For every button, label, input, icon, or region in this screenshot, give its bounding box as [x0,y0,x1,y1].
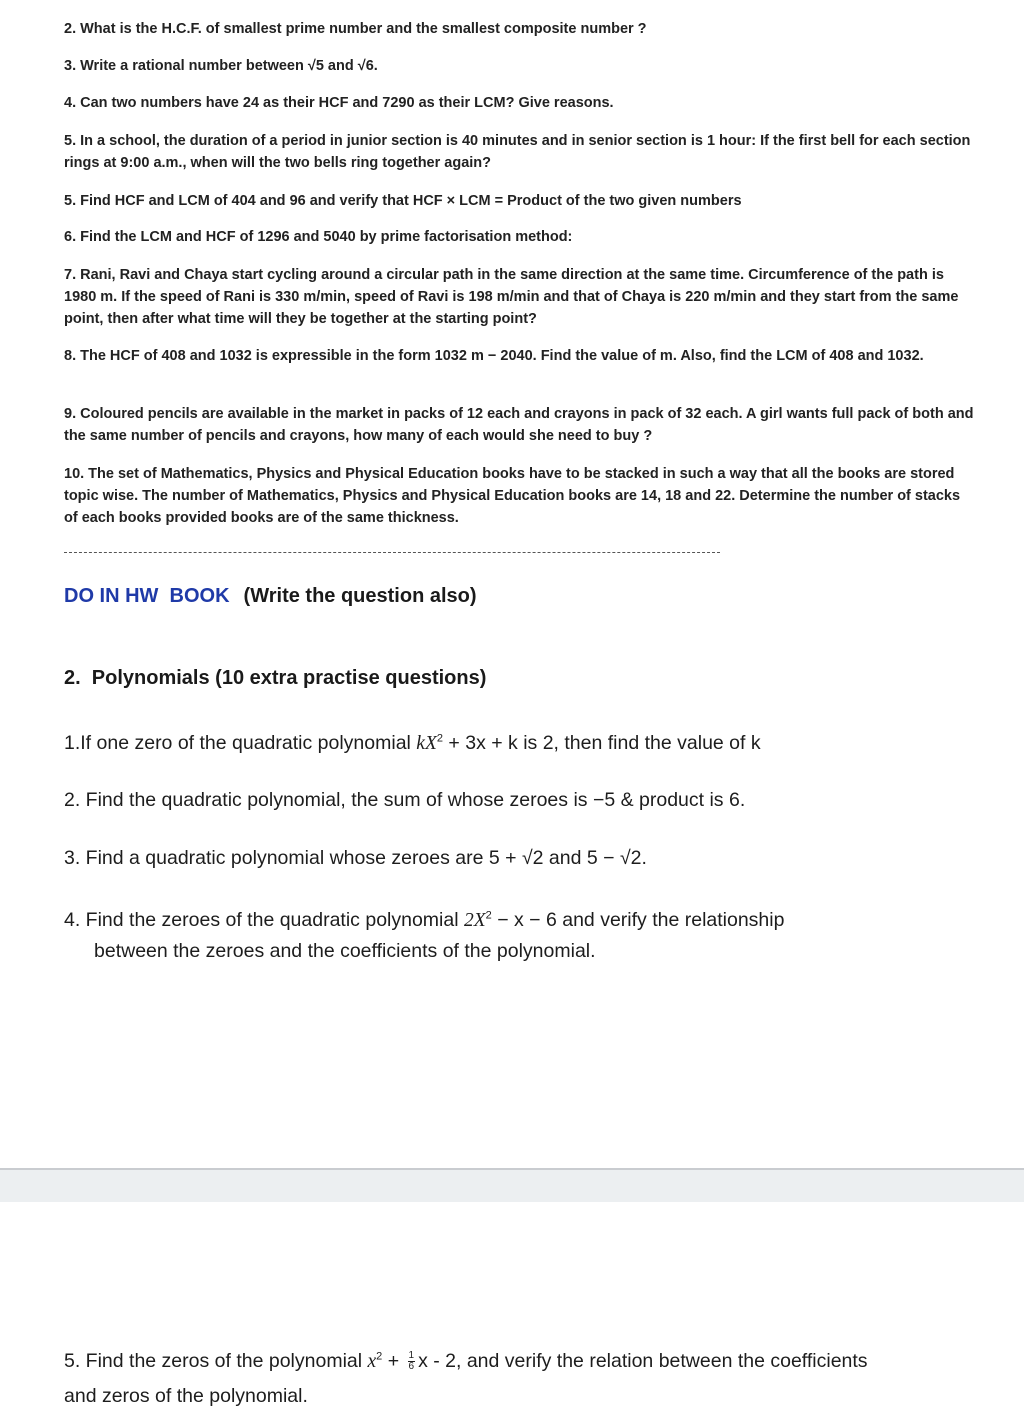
question-5-school-bells: 5. In a school, the duration of a period in junior section is 40 minutes and in senior section is 1 hour: If the first bell for each section rings at 9:00 a.m., when will the two bells ring together again? [64,133,971,171]
fraction-one-sixth: $\frac{1}{6}$ [408,1350,415,1373]
question-4-hcf-lcm: 4. Can two numbers have 24 as their HCF and 7290 as their LCM? Give reasons. [64,95,614,111]
section-divider [64,552,720,553]
question-9-pencils-crayons: 9. Coloured pencils are available in the market in packs of 12 each and crayons in pack of 32 each. A girl wants full pack of both and the same number of pencils and crayons, how many of each would she need to buy ? [64,406,974,444]
question-2-hcf: 2. What is the H.C.F. of smallest prime number and the smallest composite number ? [64,21,647,37]
question-10-book-stacks: 10. The set of Mathematics, Physics and Physical Education books have to be stacked in such a way that all the books are stored topic wise. The number of Mathematics, Physics and Physical Education books are 14, 18 and 22. Determine the number of stacks of each books provided books are of the same thickness. [64,466,961,526]
poly-question-5: 5. Find the zeros of the polynomial $x^2$ + $\frac{1}{6}$ x - 2, and verify the relation between the coefficients and zeros of the polynomial. [64,1350,868,1407]
question-3-rational: 3. Write a rational number between √5 and √6. [64,58,378,74]
poly-question-2: 2. Find the quadratic polynomial, the sum of whose zeroes is −5 & product is 6. [64,789,746,811]
polynomials-heading: 2. Polynomials (10 extra practise questions) [64,667,487,689]
question-8-hcf-expression: 8. The HCF of 408 and 1032 is expressible in the form 1032 m − 2040. Find the value of m. Also, find the LCM of 408 and 1032. [64,348,924,364]
poly-question-1: 1.If one zero of the quadratic polynomial $kX^2 + 3x + k$ is 2, then find the value of k [64,732,761,754]
question-7-cycling: 7. Rani, Ravi and Chaya start cycling around a circular path in the same direction at the same time. Circumference of the path is 1980 m. If the speed of Rani is 330 m/min, speed of Ravi is 198 m/min and that of Chaya is 220 m/min and they start from the same point, then after what time will they be together at the starting point? [64,267,959,327]
poly-question-3: 3. Find a quadratic polynomial whose zeroes are 5 + √2 and 5 − √2. [64,847,647,869]
question-5-hcf-lcm-verify: 5. Find HCF and LCM of 404 and 96 and verify that HCF × LCM = Product of the two given numbers [64,193,742,209]
page-break [0,1168,1024,1202]
homework-instruction-blue: DO IN HW BOOK [64,585,230,607]
poly-question-4: 4. Find the zeroes of the quadratic polynomial $2X^2 - x - 6$ and verify the relationship between the zeroes and the coefficients of the polynomial. [64,909,785,962]
homework-instruction-note: (Write the question also) [243,585,477,607]
question-6-prime-factorisation: 6. Find the LCM and HCF of 1296 and 5040 by prime factorisation method: [64,229,573,245]
homework-instruction [64,582,477,610]
